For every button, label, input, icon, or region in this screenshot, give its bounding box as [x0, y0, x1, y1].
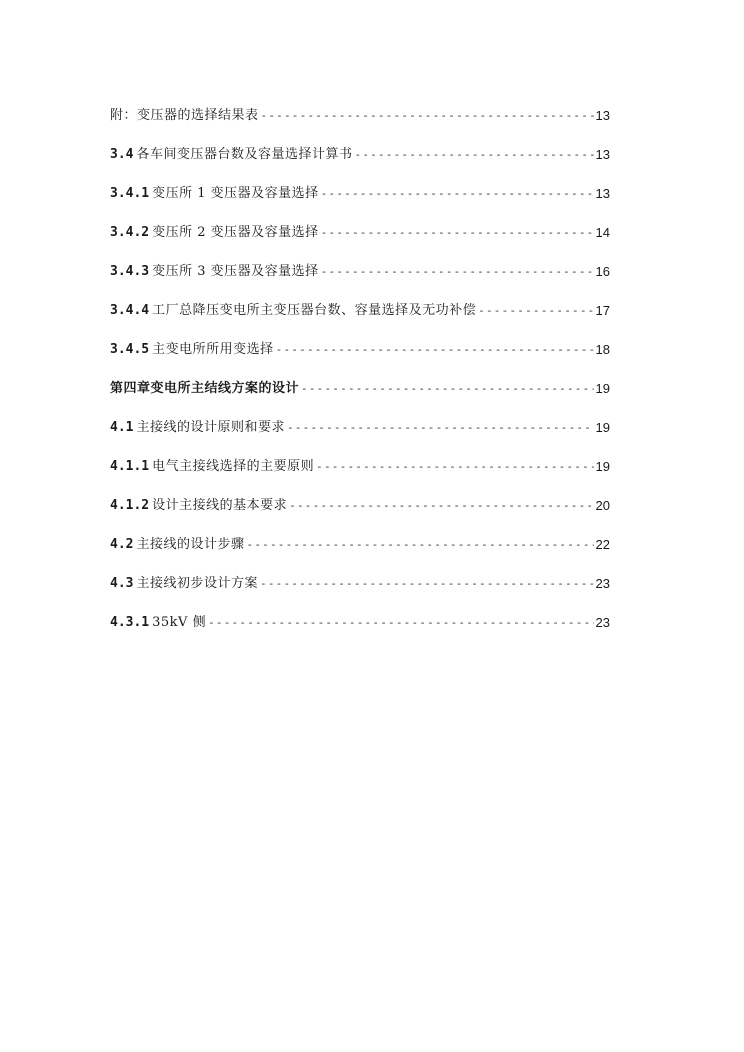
toc-dot-leader [261, 106, 594, 126]
toc-section-number: 4.2 [110, 536, 134, 552]
toc-chapter-title: 第四章变电所主结线方案的设计 [110, 380, 300, 396]
toc-section-number: 4.3.1 [110, 614, 150, 630]
toc-section-number: 4.1 [110, 419, 134, 435]
toc-page-number: 13 [595, 185, 610, 201]
toc-section-number: 3.4.4 [110, 302, 150, 318]
toc-dot-leader [321, 262, 594, 282]
toc-page-number: 16 [595, 263, 610, 279]
toc-section-number: 3.4.2 [110, 224, 150, 240]
toc-page-number: 23 [595, 614, 610, 630]
toc-page-number: 20 [595, 497, 610, 513]
toc-dot-leader [289, 496, 593, 516]
toc-chapter-entry[interactable] [110, 369, 610, 408]
toc-entry-title: 设计主接线的基本要求 [152, 497, 288, 513]
toc-dot-leader [355, 145, 594, 165]
toc-page-number: 19 [595, 419, 610, 435]
toc-entry-title: 变压所 2 变压器及容量选择 [152, 224, 319, 240]
toc-entry[interactable] [110, 252, 610, 291]
toc-entry[interactable] [110, 330, 610, 369]
toc-dot-leader [321, 184, 594, 204]
toc-entry-title: 主变电所所用变选择 [152, 341, 274, 357]
toc-section-number: 4.3 [110, 575, 134, 591]
toc-entry-title: 主接线初步设计方案 [136, 575, 258, 591]
toc-entry-title: 附：变压器的选择结果表 [110, 107, 259, 123]
toc-section-number: 3.4.3 [110, 263, 150, 279]
toc-entry-title: 电气主接线选择的主要原则 [152, 458, 315, 474]
toc-dot-leader [247, 535, 594, 555]
toc-entry[interactable] [110, 96, 610, 135]
toc-entry-title: 变压所 3 变压器及容量选择 [152, 263, 319, 279]
toc-section-number: 4.1.1 [110, 458, 150, 474]
toc-page-number: 14 [595, 224, 610, 240]
toc-dot-leader [321, 223, 594, 243]
toc-dot-leader [301, 379, 594, 399]
toc-entry[interactable] [110, 174, 610, 213]
toc-page-number: 22 [595, 536, 610, 552]
toc-page-number: 19 [595, 380, 610, 396]
toc-page-number: 19 [595, 458, 610, 474]
toc-entry-title: 主接线的设计原则和要求 [136, 419, 285, 435]
toc-entry-title: 变压所 1 变压器及容量选择 [152, 185, 319, 201]
toc-section-number: 3.4.5 [110, 341, 150, 357]
toc-entry[interactable] [110, 564, 610, 603]
toc-entry[interactable] [110, 135, 610, 174]
toc-page-number: 17 [595, 302, 610, 318]
toc-dot-leader [287, 418, 594, 438]
toc-dot-leader [478, 301, 593, 321]
toc-entry[interactable] [110, 525, 610, 564]
toc-entry[interactable] [110, 291, 610, 330]
toc-dot-leader [208, 613, 593, 633]
toc-page-number: 23 [595, 575, 610, 591]
toc-entry-title: 工厂总降压变电所主变压器台数、容量选择及无功补偿 [152, 302, 477, 318]
table-of-contents [110, 96, 610, 642]
toc-dot-leader [260, 574, 594, 594]
toc-entry[interactable] [110, 213, 610, 252]
toc-entry[interactable] [110, 486, 610, 525]
toc-page-number: 13 [595, 107, 610, 123]
toc-dot-leader [316, 457, 593, 477]
toc-entry[interactable] [110, 447, 610, 486]
toc-entry[interactable] [110, 408, 610, 447]
toc-entry-title: 35kV 侧 [152, 614, 207, 630]
toc-entry-title: 各车间变压器台数及容量选择计算书 [136, 146, 353, 162]
toc-page-number: 18 [595, 341, 610, 357]
toc-entry[interactable] [110, 603, 610, 642]
toc-section-number: 3.4 [110, 146, 134, 162]
toc-entry-title: 主接线的设计步骤 [136, 536, 245, 552]
toc-section-number: 3.4.1 [110, 185, 150, 201]
toc-section-number: 4.1.2 [110, 497, 150, 513]
toc-dot-leader [276, 340, 594, 360]
toc-page-number: 13 [595, 146, 610, 162]
